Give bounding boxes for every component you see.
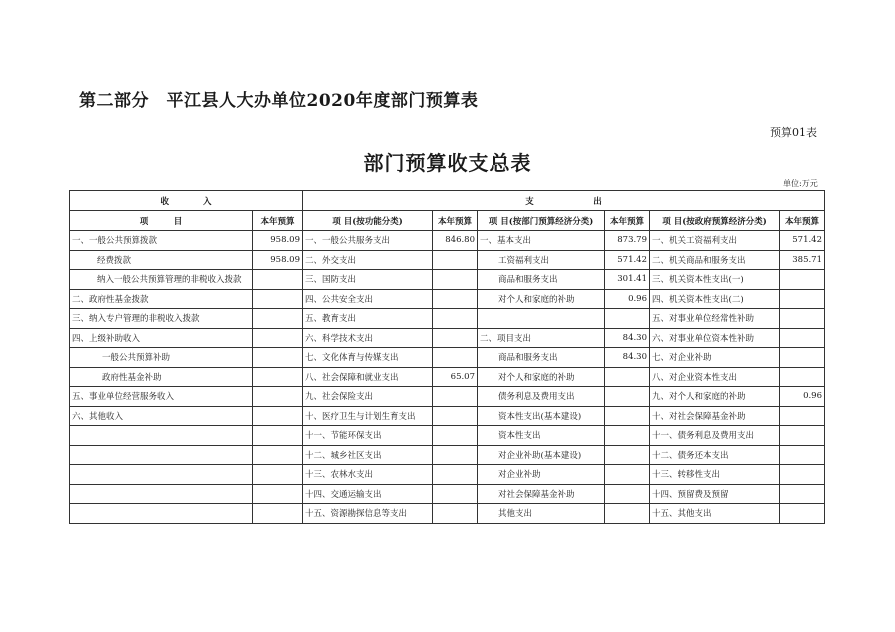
budget-table — [69, 190, 825, 524]
table-row — [70, 387, 825, 407]
income-amount-cell — [253, 348, 303, 368]
dept-econ-amount-cell: 571.42 — [605, 250, 650, 270]
func-amount-cell — [433, 289, 478, 309]
func-amount-cell — [433, 484, 478, 504]
table-row — [70, 465, 825, 485]
table-row — [70, 231, 825, 251]
table-row — [70, 484, 825, 504]
dept-econ-amount-cell — [605, 426, 650, 446]
gov-econ-item-cell: 十四、预留费及预留 — [650, 484, 780, 504]
table-row — [70, 328, 825, 348]
income-item-cell: 经费拨款 — [70, 250, 253, 270]
dept-econ-amount-cell — [605, 367, 650, 387]
income-amount-cell — [253, 289, 303, 309]
income-header: 收 入 — [70, 191, 303, 211]
gov-econ-amount-cell — [780, 504, 825, 524]
table-row — [70, 445, 825, 465]
page-title: 部门预算收支总表 — [363, 151, 532, 175]
dept-econ-amount-cell — [605, 387, 650, 407]
gov-econ-item-cell: 七、对企业补助 — [650, 348, 780, 368]
func-item-cell: 七、文化体育与传媒支出 — [303, 348, 433, 368]
gov-econ-amount-cell — [780, 406, 825, 426]
income-item-cell — [70, 465, 253, 485]
func-amount-cell — [433, 328, 478, 348]
header-row-columns — [70, 211, 825, 231]
gov-econ-amount-cell — [780, 289, 825, 309]
gov-econ-amount-cell — [780, 348, 825, 368]
dept-econ-amount-cell — [605, 465, 650, 485]
gov-econ-amount-cell — [780, 445, 825, 465]
dept-econ-item-cell: 二、项目支出 — [478, 328, 605, 348]
func-amount-cell — [433, 270, 478, 290]
table-row — [70, 348, 825, 368]
func-item-cell: 三、国防支出 — [303, 270, 433, 290]
income-item-cell — [70, 504, 253, 524]
func-amount-cell: 846.80 — [433, 231, 478, 251]
func-item-cell: 二、外交支出 — [303, 250, 433, 270]
dept-econ-item-cell: 对企业补助(基本建设) — [478, 445, 605, 465]
gov-econ-item-cell: 三、机关资本性支出(一) — [650, 270, 780, 290]
func-amount-cell — [433, 309, 478, 329]
func-amount-cell — [433, 504, 478, 524]
table-row — [70, 250, 825, 270]
dept-econ-item-cell: 对社会保障基金补助 — [478, 484, 605, 504]
dept-econ-item-cell: 商品和服务支出 — [478, 348, 605, 368]
func-amount-cell — [433, 465, 478, 485]
dept-econ-amount-cell — [605, 406, 650, 426]
dept-econ-item-cell: 资本性支出 — [478, 426, 605, 446]
income-item-cell: 一般公共预算补助 — [70, 348, 253, 368]
func-item-cell: 十、医疗卫生与计划生育支出 — [303, 406, 433, 426]
dept-econ-amount-cell — [605, 309, 650, 329]
dept-econ-item-cell: 商品和服务支出 — [478, 270, 605, 290]
gov-econ-item-header: 项 目(按政府预算经济分类) — [650, 211, 780, 231]
dept-econ-item-cell: 债务利息及费用支出 — [478, 387, 605, 407]
dept-econ-item-cell — [478, 309, 605, 329]
dept-econ-amount-cell: 84.30 — [605, 348, 650, 368]
gov-econ-amount-cell — [780, 270, 825, 290]
gov-econ-item-cell: 十五、其他支出 — [650, 504, 780, 524]
gov-econ-amount-cell: 385.71 — [780, 250, 825, 270]
gov-econ-item-cell: 八、对企业资本性支出 — [650, 367, 780, 387]
dept-econ-item-header: 项 目(按部门预算经济分类) — [478, 211, 605, 231]
income-amount-cell — [253, 445, 303, 465]
income-amount-cell — [253, 465, 303, 485]
gov-econ-amount-cell: 0.96 — [780, 387, 825, 407]
gov-econ-item-cell: 十、对社会保障基金补助 — [650, 406, 780, 426]
func-item-cell: 六、科学技术支出 — [303, 328, 433, 348]
gov-econ-item-cell: 二、机关商品和服务支出 — [650, 250, 780, 270]
income-amount-cell — [253, 387, 303, 407]
header-row-top — [70, 191, 825, 211]
income-amount-cell: 958.09 — [253, 250, 303, 270]
part-title: 第二部分 平江县人大办单位2020年度部门预算表 — [79, 91, 479, 111]
func-amount-cell: 65.07 — [433, 367, 478, 387]
table-row — [70, 504, 825, 524]
func-budget-header: 本年预算 — [433, 211, 478, 231]
income-amount-cell — [253, 426, 303, 446]
dept-econ-item-cell: 对个人和家庭的补助 — [478, 289, 605, 309]
gov-econ-amount-cell — [780, 484, 825, 504]
func-item-header: 项 目(按功能分类) — [303, 211, 433, 231]
func-item-cell: 十五、资源勘探信息等支出 — [303, 504, 433, 524]
func-item-cell: 九、社会保险支出 — [303, 387, 433, 407]
gov-econ-budget-header: 本年预算 — [780, 211, 825, 231]
gov-econ-amount-cell — [780, 367, 825, 387]
table-row — [70, 270, 825, 290]
income-item-cell: 纳入一般公共预算管理的非税收入拨款 — [70, 270, 253, 290]
table-row — [70, 406, 825, 426]
table-row — [70, 289, 825, 309]
gov-econ-amount-cell — [780, 328, 825, 348]
table-row — [70, 309, 825, 329]
income-item-cell: 六、其他收入 — [70, 406, 253, 426]
income-item-cell: 五、事业单位经营服务收入 — [70, 387, 253, 407]
func-item-cell: 十三、农林水支出 — [303, 465, 433, 485]
func-item-cell: 十一、节能环保支出 — [303, 426, 433, 446]
func-item-cell: 一、一般公共服务支出 — [303, 231, 433, 251]
income-item-cell: 四、上级补助收入 — [70, 328, 253, 348]
income-amount-cell — [253, 328, 303, 348]
dept-econ-item-cell: 资本性支出(基本建设) — [478, 406, 605, 426]
func-item-cell: 八、社会保障和就业支出 — [303, 367, 433, 387]
gov-econ-item-cell: 一、机关工资福利支出 — [650, 231, 780, 251]
dept-econ-item-cell: 其他支出 — [478, 504, 605, 524]
income-item-cell: 二、政府性基金拨款 — [70, 289, 253, 309]
gov-econ-amount-cell — [780, 309, 825, 329]
dept-econ-item-cell: 对个人和家庭的补助 — [478, 367, 605, 387]
dept-econ-item-cell: 工资福利支出 — [478, 250, 605, 270]
func-amount-cell — [433, 348, 478, 368]
dept-econ-amount-cell: 84.30 — [605, 328, 650, 348]
expense-header: 支 出 — [303, 191, 825, 211]
income-amount-cell — [253, 367, 303, 387]
func-item-cell: 四、公共安全支出 — [303, 289, 433, 309]
income-item-cell — [70, 445, 253, 465]
income-amount-cell: 958.09 — [253, 231, 303, 251]
gov-econ-amount-cell: 571.42 — [780, 231, 825, 251]
gov-econ-item-cell: 六、对事业单位资本性补助 — [650, 328, 780, 348]
gov-econ-item-cell: 十三、转移性支出 — [650, 465, 780, 485]
func-amount-cell — [433, 387, 478, 407]
func-amount-cell — [433, 426, 478, 446]
dept-econ-amount-cell — [605, 504, 650, 524]
dept-econ-amount-cell: 873.79 — [605, 231, 650, 251]
income-item-cell — [70, 426, 253, 446]
gov-econ-item-cell: 五、对事业单位经常性补助 — [650, 309, 780, 329]
form-number: 预算01表 — [770, 126, 817, 139]
income-amount-cell — [253, 309, 303, 329]
income-amount-cell — [253, 504, 303, 524]
income-item-header: 项 目 — [70, 211, 253, 231]
dept-econ-item-cell: 对企业补助 — [478, 465, 605, 485]
func-item-cell: 十二、城乡社区支出 — [303, 445, 433, 465]
income-amount-cell — [253, 406, 303, 426]
func-amount-cell — [433, 250, 478, 270]
income-amount-cell — [253, 484, 303, 504]
dept-econ-amount-cell: 0.96 — [605, 289, 650, 309]
table-row — [70, 367, 825, 387]
gov-econ-item-cell: 九、对个人和家庭的补助 — [650, 387, 780, 407]
func-item-cell: 五、教育支出 — [303, 309, 433, 329]
gov-econ-item-cell: 十一、债务利息及费用支出 — [650, 426, 780, 446]
gov-econ-amount-cell — [780, 426, 825, 446]
gov-econ-item-cell: 十二、债务还本支出 — [650, 445, 780, 465]
income-item-cell: 三、纳入专户管理的非税收入拨款 — [70, 309, 253, 329]
func-item-cell: 十四、交通运输支出 — [303, 484, 433, 504]
table-row — [70, 426, 825, 446]
income-item-cell: 政府性基金补助 — [70, 367, 253, 387]
func-amount-cell — [433, 445, 478, 465]
dept-econ-budget-header: 本年预算 — [605, 211, 650, 231]
income-item-cell: 一、一般公共预算拨款 — [70, 231, 253, 251]
dept-econ-amount-cell — [605, 484, 650, 504]
income-amount-cell — [253, 270, 303, 290]
gov-econ-item-cell: 四、机关资本性支出(二) — [650, 289, 780, 309]
unit-label: 单位:万元 — [783, 179, 818, 188]
income-item-cell — [70, 484, 253, 504]
gov-econ-amount-cell — [780, 465, 825, 485]
func-amount-cell — [433, 406, 478, 426]
dept-econ-item-cell: 一、基本支出 — [478, 231, 605, 251]
dept-econ-amount-cell — [605, 445, 650, 465]
income-budget-header: 本年预算 — [253, 211, 303, 231]
dept-econ-amount-cell: 301.41 — [605, 270, 650, 290]
